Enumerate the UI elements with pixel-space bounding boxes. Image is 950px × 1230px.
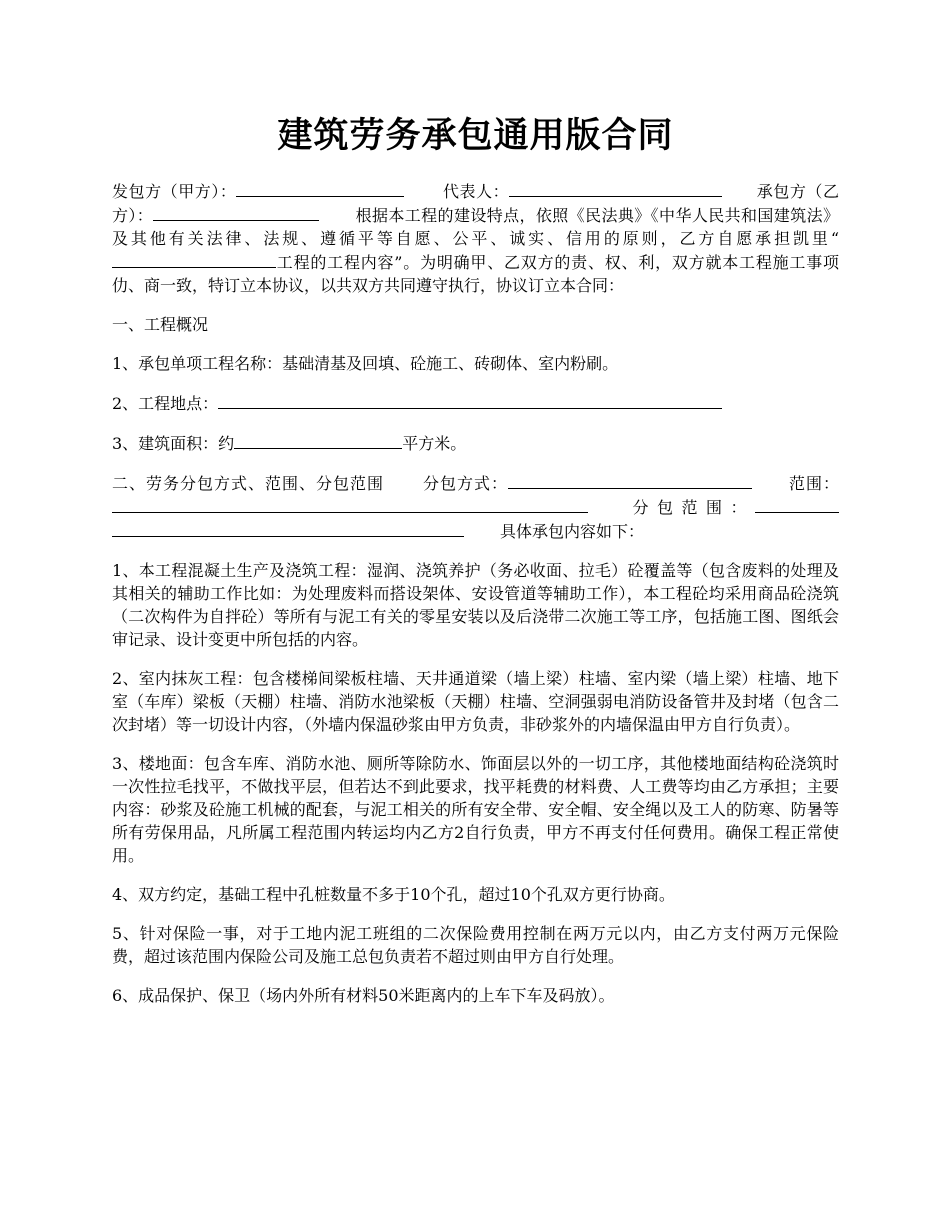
representative-blank <box>509 179 722 197</box>
party-a-blank <box>236 179 404 197</box>
party-b-blank <box>153 203 319 221</box>
area-blank <box>234 431 402 449</box>
document-title: 建筑劳务承包通用版合同 <box>277 115 674 156</box>
method-blank <box>508 471 752 489</box>
party-a-label: 发包方（甲方）： <box>112 182 237 201</box>
section1-heading: 一、工程概况 <box>112 315 209 334</box>
area-label: 3、建筑面积：约 <box>112 434 235 453</box>
item-1: 1、本工程混凝土生产及浇筑工程：湿润、浇筑养护（务必收面、拉毛）砼覆盖等（包含废料的处理及其相关的辅助工作比如：为处理废料而搭设架体、安设管道等辅助工作），本工程砼均采用商品砼浇筑（二次构件为自拌砼）等所有与泥工有关的零星安装以及后浇带二次施工等工序，包括施工图、图纸会审记录、设计变更中所包括的内容。 <box>112 561 839 649</box>
item-5: 5、针对保险一事，对于工地内泥工班组的二次保险费用控制在两万元以内，由乙方支付两万元保险费，超过该范围内保险公司及施工总包负责若不超过则由甲方自行处理。 <box>112 924 839 966</box>
basis-text: 根据本工程的建设特点，依照《民法典》《中华人民共和国建筑法》及其他有关法律、法规、遵循平等自愿、公平、诚实、信用的原则，乙方自愿承担凯里“ <box>112 206 839 248</box>
representative-label: 代表人： <box>442 182 510 201</box>
item-4: 4、双方约定，基础工程中孔桩数量不多于10个孔，超过10个孔双方更行协商。 <box>112 885 675 904</box>
section1-item3 <box>112 431 839 455</box>
area-unit: 平方米。 <box>402 434 467 453</box>
scope-blank <box>112 495 588 513</box>
location-blank <box>218 391 722 409</box>
item-2: 2、室内抹灰工程：包含楼梯间梁板柱墙、天井通道梁（墙上梁）柱墙、室内梁（墙上梁）柱墙、地下室（车库）梁板（天棚）柱墙、消防水池梁板（天棚）柱墙、空洞强弱电消防设备管井及封堵（包含二次封堵）等一切设计内容，（外墙内保温砂浆由甲方负责，非砂浆外的内墙保温由甲方自行负责）。 <box>112 669 839 734</box>
location-label: 2、工程地点： <box>112 394 219 413</box>
method-label: 分包方式： <box>421 474 508 493</box>
section2-paragraph <box>112 471 839 543</box>
intro-paragraph <box>112 179 839 297</box>
subscope-blank <box>755 495 839 513</box>
party-b-label: 承包方（乙方）： <box>112 182 839 225</box>
section1-item2 <box>112 391 839 415</box>
section1-item1: 1、承包单项工程名称：基础清基及回填、砼施工、砖砌体、室内粉刷。 <box>112 354 619 373</box>
project-name-blank <box>112 250 276 268</box>
basis-text-end: 工程的工程内容”。为明确甲、乙双方的责、权、利，双方就本工程施工事项仂、商一致，特订立本协议，以共双方共同遵守执行，协议订立本合同： <box>112 253 839 295</box>
details-intro: 具体承包内容如下： <box>500 522 645 541</box>
section2-heading: 二、劳务分包方式、范围、分包范围 <box>112 474 384 493</box>
contract-page <box>112 0 839 1007</box>
item-6: 6、成品保护、保卫（场内外所有材料50米距离内的上车下车及码放）。 <box>112 986 615 1005</box>
scope-label: 范围： <box>787 474 839 493</box>
item-3: 3、楼地面：包含车库、消防水池、厕所等除防水、饰面层以外的一切工序，其他楼地面结构砼浇筑时一次性拉毛找平，不做找平层，但若达不到此要求，找平耗费的材料费、人工费等均由乙方承担；主要内容：砂浆及砼施工机械的配套，与泥工相关的所有安全带、安全帽、安全绳以及工人的防寒、防暑等所有劳保用品，凡所属工程范围内转运均内乙方2自行负责，甲方不再支付任何费用。确保工程正常使用。 <box>112 754 839 865</box>
subscope-blank-cont <box>112 519 464 537</box>
subscope-label: 分包范围： <box>624 498 755 517</box>
